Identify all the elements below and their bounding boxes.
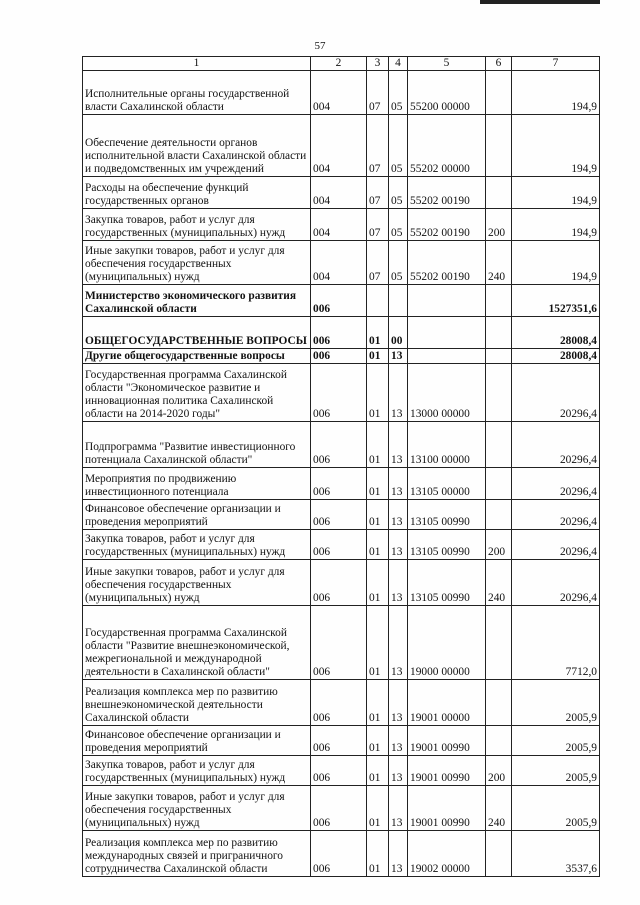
row-expense-type bbox=[486, 364, 512, 422]
row-section: 01 bbox=[367, 468, 389, 500]
header-col-7: 7 bbox=[512, 57, 600, 71]
table-row bbox=[83, 177, 600, 209]
row-ved: 006 bbox=[311, 285, 367, 317]
row-section: 01 bbox=[367, 606, 389, 680]
row-section: 01 bbox=[367, 680, 389, 726]
row-section: 01 bbox=[367, 831, 389, 877]
header-col-6: 6 bbox=[486, 57, 512, 71]
row-subsection: 13 bbox=[389, 606, 408, 680]
row-target-article: 13105 00000 bbox=[408, 468, 486, 500]
table-row bbox=[83, 786, 600, 831]
row-expense-type bbox=[486, 422, 512, 468]
row-expense-type: 240 bbox=[486, 786, 512, 831]
row-subsection: 05 bbox=[389, 241, 408, 285]
table-row bbox=[83, 349, 600, 364]
row-name: Закупка товаров, работ и услуг для государственных (муниципальных) нужд bbox=[83, 756, 311, 786]
header-col-3: 3 bbox=[367, 57, 389, 71]
row-section: 01 bbox=[367, 786, 389, 831]
row-name: Министерство экономического развития Сахалинской области bbox=[83, 285, 311, 317]
row-subsection: 05 bbox=[389, 177, 408, 209]
row-ved: 006 bbox=[311, 560, 367, 606]
row-expense-type bbox=[486, 317, 512, 349]
budget-table bbox=[82, 56, 600, 877]
row-ved: 006 bbox=[311, 530, 367, 560]
row-subsection: 00 bbox=[389, 317, 408, 349]
row-ved: 006 bbox=[311, 831, 367, 877]
row-amount: 2005,9 bbox=[512, 786, 600, 831]
row-amount: 194,9 bbox=[512, 177, 600, 209]
table-row bbox=[83, 756, 600, 786]
row-amount: 20296,4 bbox=[512, 422, 600, 468]
row-expense-type bbox=[486, 606, 512, 680]
row-subsection: 13 bbox=[389, 680, 408, 726]
table-row bbox=[83, 285, 600, 317]
row-ved: 004 bbox=[311, 241, 367, 285]
table-row bbox=[83, 680, 600, 726]
row-expense-type: 200 bbox=[486, 756, 512, 786]
row-section: 01 bbox=[367, 317, 389, 349]
row-amount: 194,9 bbox=[512, 71, 600, 115]
row-name: Реализация комплекса мер по развитию международных связей и приграничного сотрудничества Сахалинской области bbox=[83, 831, 311, 877]
table-row bbox=[83, 317, 600, 349]
row-ved: 006 bbox=[311, 422, 367, 468]
row-amount: 20296,4 bbox=[512, 500, 600, 530]
row-name: Другие общегосударственные вопросы bbox=[83, 349, 311, 364]
row-name: Исполнительные органы государственной власти Сахалинской области bbox=[83, 71, 311, 115]
row-section bbox=[367, 285, 389, 317]
row-expense-type bbox=[486, 285, 512, 317]
row-amount: 1527351,6 bbox=[512, 285, 600, 317]
row-amount: 20296,4 bbox=[512, 560, 600, 606]
row-target-article bbox=[408, 285, 486, 317]
table-row bbox=[83, 500, 600, 530]
row-section: 07 bbox=[367, 177, 389, 209]
row-subsection: 05 bbox=[389, 71, 408, 115]
table-row bbox=[83, 726, 600, 756]
row-subsection: 13 bbox=[389, 500, 408, 530]
header-col-2: 2 bbox=[311, 57, 367, 71]
row-subsection: 13 bbox=[389, 422, 408, 468]
row-ved: 006 bbox=[311, 756, 367, 786]
row-expense-type: 240 bbox=[486, 560, 512, 606]
row-ved: 004 bbox=[311, 177, 367, 209]
header-col-1: 1 bbox=[83, 57, 311, 71]
table-row bbox=[83, 530, 600, 560]
row-ved: 006 bbox=[311, 680, 367, 726]
row-target-article bbox=[408, 317, 486, 349]
row-ved: 004 bbox=[311, 71, 367, 115]
row-section: 01 bbox=[367, 560, 389, 606]
row-ved: 006 bbox=[311, 786, 367, 831]
row-name: Государственная программа Сахалинской области "Экономическое развитие и инновационная политика Сахалинской области на 2014-2020 годы" bbox=[83, 364, 311, 422]
scan-mark bbox=[480, 0, 600, 4]
row-amount: 3537,6 bbox=[512, 831, 600, 877]
row-target-article: 19001 00990 bbox=[408, 756, 486, 786]
table-row bbox=[83, 560, 600, 606]
row-ved: 006 bbox=[311, 349, 367, 364]
row-section: 01 bbox=[367, 349, 389, 364]
row-name: ОБЩЕГОСУДАРСТВЕННЫЕ ВОПРОСЫ bbox=[83, 317, 311, 349]
row-expense-type: 200 bbox=[486, 209, 512, 241]
header-col-5: 5 bbox=[408, 57, 486, 71]
row-subsection: 13 bbox=[389, 468, 408, 500]
row-expense-type: 240 bbox=[486, 241, 512, 285]
row-target-article: 13100 00000 bbox=[408, 422, 486, 468]
row-target-article: 19001 00990 bbox=[408, 726, 486, 756]
table-row bbox=[83, 209, 600, 241]
row-expense-type bbox=[486, 349, 512, 364]
row-target-article: 13000 00000 bbox=[408, 364, 486, 422]
row-section: 01 bbox=[367, 422, 389, 468]
row-name: Иные закупки товаров, работ и услуг для обеспечения государственных (муниципальных) нужд bbox=[83, 241, 311, 285]
row-amount: 20296,4 bbox=[512, 530, 600, 560]
row-name: Иные закупки товаров, работ и услуг для обеспечения государственных (муниципальных) нужд bbox=[83, 786, 311, 831]
row-ved: 006 bbox=[311, 606, 367, 680]
table-row bbox=[83, 468, 600, 500]
table-row bbox=[83, 606, 600, 680]
row-target-article: 19001 00990 bbox=[408, 786, 486, 831]
row-amount: 2005,9 bbox=[512, 680, 600, 726]
row-amount: 28008,4 bbox=[512, 317, 600, 349]
row-target-article: 55200 00000 bbox=[408, 71, 486, 115]
row-name: Реализация комплекса мер по развитию внешнеэкономической деятельности Сахалинской области bbox=[83, 680, 311, 726]
row-expense-type bbox=[486, 831, 512, 877]
row-amount: 20296,4 bbox=[512, 468, 600, 500]
row-section: 07 bbox=[367, 71, 389, 115]
row-expense-type bbox=[486, 680, 512, 726]
table-row bbox=[83, 115, 600, 177]
row-section: 01 bbox=[367, 500, 389, 530]
row-amount: 28008,4 bbox=[512, 349, 600, 364]
row-expense-type bbox=[486, 71, 512, 115]
table-row bbox=[83, 241, 600, 285]
row-expense-type bbox=[486, 177, 512, 209]
row-target-article: 13105 00990 bbox=[408, 500, 486, 530]
table-row bbox=[83, 71, 600, 115]
row-subsection: 13 bbox=[389, 726, 408, 756]
row-ved: 006 bbox=[311, 317, 367, 349]
page-number: 57 bbox=[314, 40, 326, 52]
row-subsection: 05 bbox=[389, 209, 408, 241]
row-subsection: 13 bbox=[389, 560, 408, 606]
row-target-article: 19001 00000 bbox=[408, 680, 486, 726]
row-expense-type: 200 bbox=[486, 530, 512, 560]
table-row bbox=[83, 831, 600, 877]
row-subsection: 13 bbox=[389, 530, 408, 560]
row-amount: 7712,0 bbox=[512, 606, 600, 680]
row-target-article: 19002 00000 bbox=[408, 831, 486, 877]
row-subsection bbox=[389, 285, 408, 317]
row-name: Иные закупки товаров, работ и услуг для обеспечения государственных (муниципальных) нужд bbox=[83, 560, 311, 606]
row-target-article: 55202 00190 bbox=[408, 241, 486, 285]
row-name: Подпрограмма "Развитие инвестиционного потенциала Сахалинской области" bbox=[83, 422, 311, 468]
row-name: Финансовое обеспечение организации и проведения мероприятий bbox=[83, 726, 311, 756]
row-amount: 194,9 bbox=[512, 115, 600, 177]
table-row bbox=[83, 364, 600, 422]
row-name: Мероприятия по продвижению инвестиционного потенциала bbox=[83, 468, 311, 500]
row-name: Государственная программа Сахалинской области "Развитие внешнеэкономической, межрегиональной и международной деятельности в Сахалинской области" bbox=[83, 606, 311, 680]
row-name: Закупка товаров, работ и услуг для государственных (муниципальных) нужд bbox=[83, 530, 311, 560]
row-name: Расходы на обеспечение функций государственных органов bbox=[83, 177, 311, 209]
row-expense-type bbox=[486, 115, 512, 177]
row-amount: 194,9 bbox=[512, 209, 600, 241]
row-section: 01 bbox=[367, 530, 389, 560]
row-target-article: 55202 00190 bbox=[408, 209, 486, 241]
row-expense-type bbox=[486, 726, 512, 756]
row-ved: 004 bbox=[311, 115, 367, 177]
row-subsection: 13 bbox=[389, 756, 408, 786]
row-section: 07 bbox=[367, 209, 389, 241]
row-expense-type bbox=[486, 468, 512, 500]
row-target-article: 13105 00990 bbox=[408, 530, 486, 560]
row-amount: 2005,9 bbox=[512, 726, 600, 756]
row-subsection: 13 bbox=[389, 786, 408, 831]
row-target-article: 19000 00000 bbox=[408, 606, 486, 680]
row-section: 07 bbox=[367, 115, 389, 177]
row-section: 01 bbox=[367, 364, 389, 422]
header-row bbox=[83, 57, 600, 71]
header-col-4: 4 bbox=[389, 57, 408, 71]
row-name: Закупка товаров, работ и услуг для государственных (муниципальных) нужд bbox=[83, 209, 311, 241]
row-name: Финансовое обеспечение организации и проведения мероприятий bbox=[83, 500, 311, 530]
row-name: Обеспечение деятельности органов исполнительной власти Сахалинской области и подведомственных им учреждений bbox=[83, 115, 311, 177]
row-ved: 006 bbox=[311, 726, 367, 756]
row-subsection: 05 bbox=[389, 115, 408, 177]
row-target-article: 55202 00190 bbox=[408, 177, 486, 209]
row-ved: 004 bbox=[311, 209, 367, 241]
row-amount: 20296,4 bbox=[512, 364, 600, 422]
row-target-article: 55202 00000 bbox=[408, 115, 486, 177]
row-expense-type bbox=[486, 500, 512, 530]
row-section: 01 bbox=[367, 756, 389, 786]
row-target-article bbox=[408, 349, 486, 364]
row-subsection: 13 bbox=[389, 831, 408, 877]
row-target-article: 13105 00990 bbox=[408, 560, 486, 606]
row-ved: 006 bbox=[311, 468, 367, 500]
row-subsection: 13 bbox=[389, 364, 408, 422]
row-amount: 2005,9 bbox=[512, 756, 600, 786]
row-section: 01 bbox=[367, 726, 389, 756]
row-ved: 006 bbox=[311, 500, 367, 530]
row-amount: 194,9 bbox=[512, 241, 600, 285]
row-section: 07 bbox=[367, 241, 389, 285]
row-subsection: 13 bbox=[389, 349, 408, 364]
row-ved: 006 bbox=[311, 364, 367, 422]
table-row bbox=[83, 422, 600, 468]
